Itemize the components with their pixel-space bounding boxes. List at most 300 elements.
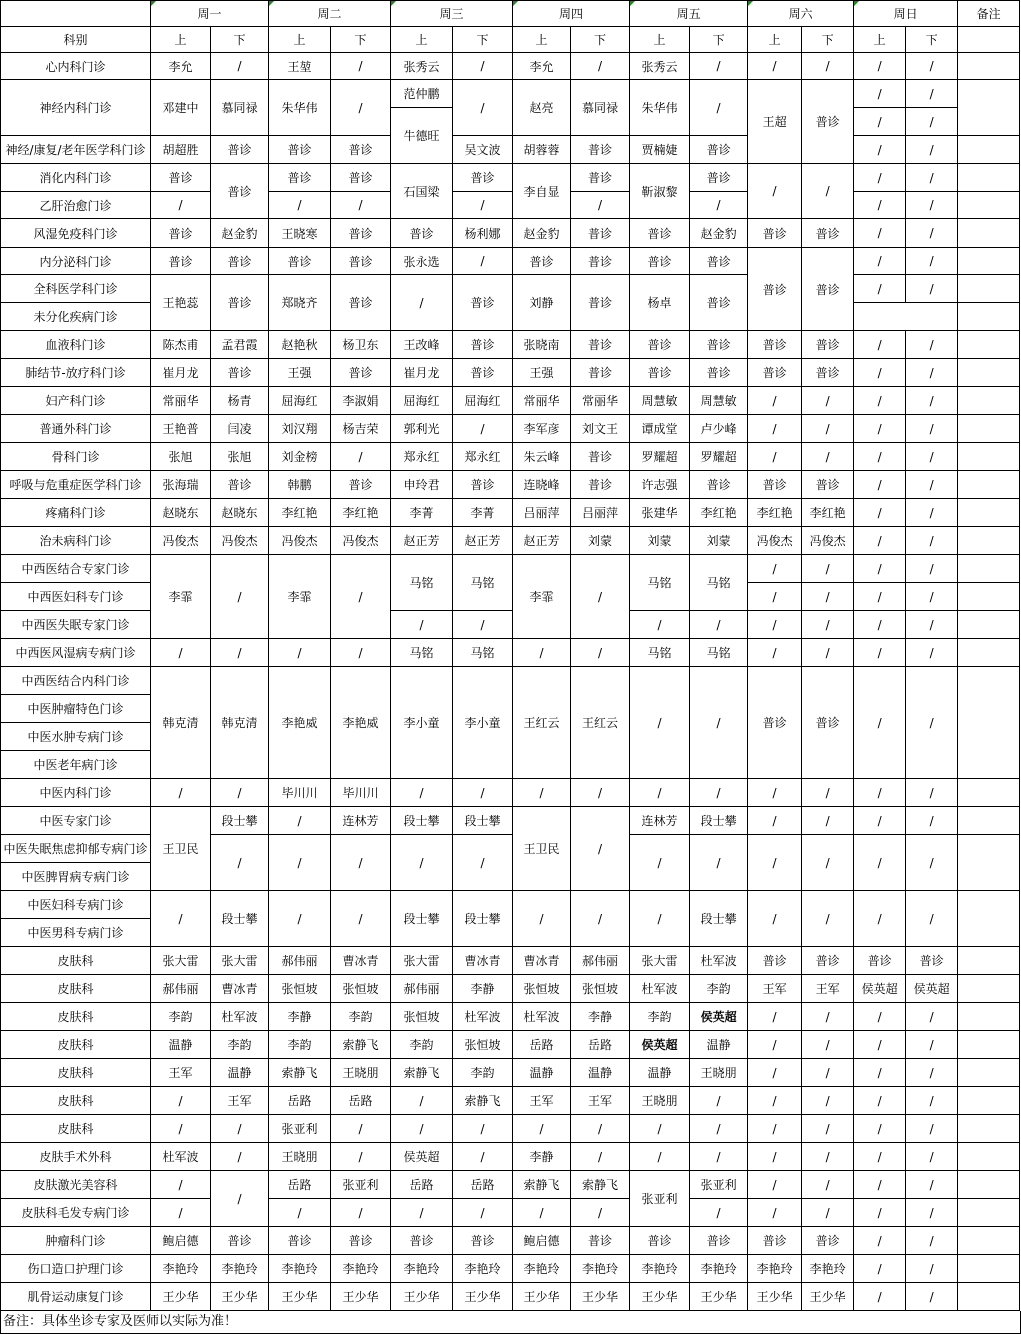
- schedule-cell: 马铭: [453, 639, 513, 667]
- schedule-cell: 李艳玲: [802, 1255, 854, 1283]
- corner-cell: [1, 1, 151, 27]
- schedule-cell: 张亚利: [269, 1115, 331, 1143]
- schedule-cell: /: [690, 1143, 748, 1171]
- schedule-row: [1, 136, 1020, 164]
- schedule-cell: /: [854, 891, 906, 947]
- schedule-cell: /: [906, 1227, 958, 1255]
- schedule-cell: /: [391, 611, 453, 639]
- schedule-row: [1, 1227, 1020, 1255]
- schedule-row: [1, 555, 1020, 583]
- schedule-cell: [958, 1255, 1020, 1283]
- schedule-cell: 中医水肿专病门诊: [1, 723, 151, 751]
- schedule-cell: 李静: [571, 1003, 630, 1031]
- pm-header: 下: [802, 27, 854, 53]
- schedule-cell: /: [854, 1255, 906, 1283]
- schedule-cell: /: [513, 779, 571, 807]
- schedule-cell: 马铭: [630, 639, 690, 667]
- schedule-cell: /: [854, 1087, 906, 1115]
- schedule-cell: /: [906, 527, 958, 555]
- schedule-cell: 王少华: [151, 1283, 211, 1311]
- schedule-cell: /: [748, 555, 802, 583]
- schedule-cell: 卢少峰: [690, 415, 748, 443]
- department-cell: 疼痛科门诊: [1, 499, 151, 527]
- schedule-cell: [958, 975, 1020, 1003]
- schedule-cell: [958, 219, 1020, 248]
- footer-note: 备注：具体坐诊专家及医师以实际为准！: [0, 1311, 1021, 1334]
- schedule-cell: 李艳威: [269, 667, 331, 779]
- am-header: 上: [269, 27, 331, 53]
- schedule-cell: /: [151, 639, 211, 667]
- schedule-cell: 普诊: [571, 164, 630, 192]
- schedule-cell: 连林芳: [630, 807, 690, 835]
- schedule-cell: 李小童: [391, 667, 453, 779]
- schedule-cell: 刘蒙: [571, 527, 630, 555]
- schedule-cell: /: [630, 835, 690, 891]
- schedule-row: [1, 164, 1020, 192]
- schedule-cell: 段士攀: [690, 807, 748, 835]
- schedule-cell: [958, 1115, 1020, 1143]
- schedule-cell: 杨卓: [630, 275, 690, 331]
- schedule-cell: /: [331, 80, 391, 136]
- pm-header: 下: [211, 27, 269, 53]
- schedule-cell: /: [748, 1087, 802, 1115]
- schedule-cell: /: [269, 891, 331, 947]
- schedule-cell: 普诊: [571, 359, 630, 387]
- schedule-cell: [958, 387, 1020, 415]
- schedule-cell: [958, 331, 1020, 359]
- schedule-cell: 张建华: [630, 499, 690, 527]
- department-cell: 中西医失眠专家门诊: [1, 611, 151, 639]
- schedule-cell: 王红云: [571, 667, 630, 779]
- department-cell: 妇产科门诊: [1, 387, 151, 415]
- schedule-cell: /: [571, 192, 630, 219]
- schedule-cell: 普诊: [331, 1227, 391, 1255]
- department-cell: 乙肝治愈门诊: [1, 192, 151, 219]
- schedule-cell: 曹冰青: [453, 947, 513, 975]
- remark-header: 备注: [958, 1, 1020, 27]
- schedule-cell: 普诊: [571, 471, 630, 499]
- schedule-cell: /: [748, 1143, 802, 1171]
- schedule-cell: 李艳玲: [269, 1255, 331, 1283]
- schedule-cell: /: [906, 1059, 958, 1087]
- schedule-cell: 李艳玲: [513, 1255, 571, 1283]
- schedule-cell: /: [151, 1115, 211, 1143]
- schedule-cell: 杨青: [211, 387, 269, 415]
- schedule-cell: /: [802, 1115, 854, 1143]
- schedule-cell: /: [748, 443, 802, 471]
- schedule-cell: 普诊: [269, 1227, 331, 1255]
- schedule-cell: /: [630, 891, 690, 947]
- schedule-cell: 郝伟丽: [391, 975, 453, 1003]
- schedule-cell: 普诊: [854, 947, 906, 975]
- schedule-cell: 王少华: [690, 1283, 748, 1311]
- schedule-cell: [958, 499, 1020, 527]
- schedule-row: [1, 1059, 1020, 1087]
- schedule-cell: /: [453, 835, 513, 891]
- schedule-cell: /: [854, 1199, 906, 1227]
- schedule-cell: 杨吉荣: [331, 415, 391, 443]
- schedule-cell: 刘文王: [571, 415, 630, 443]
- schedule-cell: /: [906, 1283, 958, 1311]
- schedule-cell: 张亚利: [331, 1171, 391, 1199]
- schedule-cell: /: [571, 53, 630, 80]
- schedule-cell: /: [854, 331, 906, 359]
- schedule-cell: /: [748, 583, 802, 611]
- schedule-cell: /: [906, 1255, 958, 1283]
- department-cell: 中西医妇科专门诊: [1, 583, 151, 611]
- schedule-cell: 刘汉翔: [269, 415, 331, 443]
- schedule-cell: 侯英超: [906, 975, 958, 1003]
- schedule-cell: 王红云: [513, 667, 571, 779]
- dept-header: 科别: [1, 27, 151, 53]
- schedule-cell: 张恒坡: [453, 1031, 513, 1059]
- schedule-cell: /: [391, 1199, 453, 1227]
- schedule-row: [1, 359, 1020, 387]
- schedule-cell: /: [906, 275, 958, 303]
- schedule-row: [1, 499, 1020, 527]
- schedule-cell: 王军: [151, 1059, 211, 1087]
- schedule-cell: 张亚利: [630, 1171, 690, 1227]
- schedule-cell: 普诊: [802, 248, 854, 331]
- schedule-cell: 普诊: [802, 1227, 854, 1255]
- schedule-cell: /: [331, 53, 391, 80]
- schedule-cell: [958, 807, 1020, 835]
- schedule-cell: 未分化疾病门诊: [1, 303, 151, 331]
- schedule-cell: /: [211, 1143, 269, 1171]
- schedule-cell: 李韵: [391, 1031, 453, 1059]
- schedule-cell: /: [748, 415, 802, 443]
- schedule-cell: [958, 611, 1020, 639]
- schedule-cell: /: [748, 1199, 802, 1227]
- schedule-cell: 许志强: [630, 471, 690, 499]
- schedule-cell: /: [854, 1115, 906, 1143]
- schedule-cell: /: [906, 415, 958, 443]
- schedule-cell: [958, 1227, 1020, 1255]
- department-cell: 消化内科门诊: [1, 164, 151, 192]
- schedule-cell: [958, 53, 1020, 80]
- schedule-cell: /: [802, 555, 854, 583]
- schedule-cell: /: [802, 1199, 854, 1227]
- schedule-cell: 郭利光: [391, 415, 453, 443]
- schedule-cell: /: [391, 779, 453, 807]
- schedule-row: [1, 947, 1020, 975]
- schedule-cell: 普诊: [630, 248, 690, 275]
- schedule-cell: 郝伟丽: [571, 947, 630, 975]
- schedule-cell: 张恒坡: [391, 1003, 453, 1031]
- schedule-cell: 普诊: [571, 1227, 630, 1255]
- schedule-cell: 普诊: [211, 1227, 269, 1255]
- schedule-cell: /: [571, 807, 630, 891]
- schedule-cell: 罗耀超: [690, 443, 748, 471]
- schedule-cell: /: [453, 248, 513, 275]
- schedule-cell: /: [453, 1143, 513, 1171]
- schedule-cell: 普诊: [690, 248, 748, 275]
- department-cell: 中医妇科专病门诊: [1, 891, 151, 919]
- schedule-cell: 鲍启德: [151, 1227, 211, 1255]
- schedule-cell: 中医脾胃病专病门诊: [1, 863, 151, 891]
- schedule-row: [1, 1143, 1020, 1171]
- schedule-cell: 索静飞: [453, 1087, 513, 1115]
- schedule-cell: /: [906, 639, 958, 667]
- schedule-cell: 普诊: [690, 275, 748, 331]
- schedule-cell: 普诊: [690, 164, 748, 192]
- schedule-cell: /: [269, 639, 331, 667]
- schedule-cell: 普诊: [690, 136, 748, 164]
- schedule-cell: 李静: [453, 975, 513, 1003]
- schedule-cell: /: [453, 53, 513, 80]
- schedule-cell: /: [802, 779, 854, 807]
- schedule-cell: 冯俊杰: [331, 527, 391, 555]
- department-cell: 皮肤手术外科: [1, 1143, 151, 1171]
- schedule-cell: 马铭: [391, 555, 453, 611]
- schedule-cell: /: [854, 835, 906, 891]
- schedule-cell: 普诊: [630, 219, 690, 248]
- schedule-cell: /: [690, 611, 748, 639]
- schedule-cell: /: [748, 164, 802, 219]
- schedule-cell: /: [906, 443, 958, 471]
- schedule-cell: /: [854, 555, 906, 583]
- schedule-cell: /: [906, 807, 958, 835]
- schedule-cell: 张旭: [151, 443, 211, 471]
- schedule-cell: [958, 1031, 1020, 1059]
- schedule-cell: 韩克清: [151, 667, 211, 779]
- schedule-cell: 中医肿瘤特色门诊: [1, 695, 151, 723]
- schedule-cell: 王卫民: [151, 807, 211, 891]
- schedule-cell: 杜军波: [151, 1143, 211, 1171]
- schedule-cell: 岳路: [453, 1171, 513, 1199]
- department-cell: 伤口造口护理门诊: [1, 1255, 151, 1283]
- schedule-cell: /: [802, 891, 854, 947]
- schedule-cell: /: [630, 1143, 690, 1171]
- schedule-cell: 普诊: [453, 1227, 513, 1255]
- schedule-cell: 张大雷: [630, 947, 690, 975]
- department-cell: 肺结节-放疗科门诊: [1, 359, 151, 387]
- schedule-cell: /: [630, 779, 690, 807]
- schedule-cell: 李允: [151, 53, 211, 80]
- schedule-cell: /: [748, 779, 802, 807]
- department-cell: 皮肤科: [1, 975, 151, 1003]
- schedule-cell: /: [906, 471, 958, 499]
- schedule-cell: 杜军波: [630, 975, 690, 1003]
- schedule-cell: [958, 1199, 1020, 1227]
- schedule-cell: /: [906, 835, 958, 891]
- schedule-cell: 中医男科专病门诊: [1, 919, 151, 947]
- department-cell: 皮肤科: [1, 1003, 151, 1031]
- schedule-cell: /: [690, 779, 748, 807]
- schedule-cell: 普诊: [571, 219, 630, 248]
- schedule-cell: 李红艳: [331, 499, 391, 527]
- schedule-cell: 常丽华: [513, 387, 571, 415]
- schedule-cell: /: [906, 611, 958, 639]
- schedule-row: [1, 415, 1020, 443]
- schedule-cell: /: [802, 1171, 854, 1199]
- schedule-cell: 邓建中: [151, 80, 211, 136]
- schedule-cell: 李韵: [453, 1059, 513, 1087]
- schedule-cell: /: [906, 192, 958, 219]
- schedule-cell: [958, 1087, 1020, 1115]
- department-cell: 皮肤科: [1, 1031, 151, 1059]
- schedule-cell: 王少华: [453, 1283, 513, 1311]
- schedule-cell: /: [854, 164, 906, 192]
- schedule-cell: 普诊: [453, 164, 513, 192]
- department-cell: 中西医风湿病专病门诊: [1, 639, 151, 667]
- schedule-cell: 张秀云: [630, 53, 690, 80]
- schedule-row: [1, 1199, 1020, 1227]
- schedule-cell: /: [211, 1115, 269, 1143]
- schedule-cell: /: [906, 136, 958, 164]
- schedule-cell: [958, 275, 1020, 303]
- schedule-cell: 段士攀: [391, 807, 453, 835]
- schedule-cell: 张晓南: [513, 331, 571, 359]
- schedule-cell: 李霏: [513, 555, 571, 639]
- schedule-cell: 普诊: [331, 248, 391, 275]
- schedule-cell: 冯俊杰: [211, 527, 269, 555]
- schedule-cell: /: [748, 891, 802, 947]
- schedule-cell: [958, 779, 1020, 807]
- schedule-cell: 孟君霞: [211, 331, 269, 359]
- department-cell: 中医失眠焦虑抑郁专病门诊: [1, 835, 151, 863]
- schedule-cell: /: [453, 779, 513, 807]
- schedule-cell: 温静: [630, 1059, 690, 1087]
- schedule-cell: 李韵: [211, 1031, 269, 1059]
- schedule-cell: 贾楠婕: [630, 136, 690, 164]
- schedule-row: [1, 975, 1020, 1003]
- schedule-cell: 普诊: [630, 359, 690, 387]
- schedule-cell: /: [906, 359, 958, 387]
- schedule-cell: 刘蒙: [690, 527, 748, 555]
- schedule-cell: 罗耀超: [630, 443, 690, 471]
- schedule-cell: 张秀云: [391, 53, 453, 80]
- schedule-cell: 李艳玲: [690, 1255, 748, 1283]
- schedule-cell: 普诊: [571, 248, 630, 275]
- day-header-fri: 周五: [630, 1, 748, 27]
- am-header: 上: [151, 27, 211, 53]
- schedule-cell: /: [802, 1003, 854, 1031]
- schedule-row: [1, 275, 1020, 303]
- schedule-cell: 李艳威: [331, 667, 391, 779]
- schedule-cell: 索静飞: [391, 1059, 453, 1087]
- schedule-cell: 温静: [513, 1059, 571, 1087]
- schedule-cell: /: [802, 835, 854, 891]
- schedule-cell: /: [854, 1059, 906, 1087]
- schedule-cell: /: [331, 1143, 391, 1171]
- schedule-cell: 李艳玲: [630, 1255, 690, 1283]
- schedule-cell: 慕同禄: [211, 80, 269, 136]
- schedule-cell: /: [906, 1087, 958, 1115]
- schedule-cell: 常丽华: [151, 387, 211, 415]
- schedule-cell: 吕丽萍: [571, 499, 630, 527]
- schedule-cell: /: [906, 53, 958, 80]
- schedule-cell: 李韵: [331, 1003, 391, 1031]
- schedule-cell: /: [802, 807, 854, 835]
- schedule-cell: 范仲鹏: [391, 80, 453, 108]
- schedule-cell: /: [513, 639, 571, 667]
- schedule-cell: 温静: [151, 1031, 211, 1059]
- schedule-cell: 普诊: [331, 164, 391, 192]
- schedule-cell: 崔月龙: [151, 359, 211, 387]
- department-cell: 肿瘤科门诊: [1, 1227, 151, 1255]
- department-cell: 血液科门诊: [1, 331, 151, 359]
- schedule-cell: 王军: [802, 975, 854, 1003]
- schedule-cell: 普诊: [748, 248, 802, 331]
- schedule-cell: /: [391, 1115, 453, 1143]
- schedule-cell: [958, 1143, 1020, 1171]
- schedule-cell: 普诊: [690, 331, 748, 359]
- schedule-row: [1, 192, 1020, 219]
- schedule-cell: 冯俊杰: [269, 527, 331, 555]
- schedule-row: [1, 807, 1020, 835]
- schedule-cell: /: [331, 192, 391, 219]
- schedule-row: [1, 53, 1020, 80]
- schedule-cell: /: [391, 275, 453, 331]
- schedule-cell: [958, 1171, 1020, 1199]
- schedule-cell: [854, 303, 958, 331]
- schedule-cell: /: [453, 1115, 513, 1143]
- schedule-cell: /: [151, 192, 211, 219]
- schedule-cell: 王改峰: [391, 331, 453, 359]
- schedule-cell: /: [331, 1199, 391, 1227]
- schedule-cell: /: [571, 1199, 630, 1227]
- schedule-cell: /: [906, 1171, 958, 1199]
- schedule-cell: 毕川川: [331, 779, 391, 807]
- schedule-cell: 普诊: [748, 219, 802, 248]
- am-header: 上: [391, 27, 453, 53]
- schedule-cell: 杜军波: [453, 1003, 513, 1031]
- schedule-cell: /: [211, 639, 269, 667]
- schedule-cell: 马铭: [453, 555, 513, 611]
- schedule-cell: [958, 164, 1020, 192]
- schedule-cell: /: [906, 1003, 958, 1031]
- department-cell: 中西医结合内科门诊: [1, 667, 151, 695]
- schedule-cell: 普诊: [748, 331, 802, 359]
- schedule-cell: /: [748, 1171, 802, 1199]
- schedule-cell: 普诊: [331, 359, 391, 387]
- schedule-cell: /: [854, 527, 906, 555]
- schedule-cell: 张恒坡: [513, 975, 571, 1003]
- schedule-cell: 李艳玲: [748, 1255, 802, 1283]
- schedule-cell: /: [748, 1003, 802, 1031]
- department-cell: 皮肤科: [1, 1059, 151, 1087]
- schedule-cell: 王军: [571, 1087, 630, 1115]
- schedule-cell: 王少华: [802, 1283, 854, 1311]
- schedule-cell: 李艳玲: [151, 1255, 211, 1283]
- schedule-cell: 慕同禄: [571, 80, 630, 136]
- schedule-cell: 王军: [748, 975, 802, 1003]
- schedule-cell: 李韵: [269, 1031, 331, 1059]
- schedule-cell: 普诊: [571, 443, 630, 471]
- schedule-cell: 赵正芳: [513, 527, 571, 555]
- schedule-cell: /: [906, 331, 958, 359]
- schedule-cell: 普诊: [748, 947, 802, 975]
- am-header: 上: [854, 27, 906, 53]
- schedule-cell: [958, 1003, 1020, 1031]
- schedule-cell: 赵金豹: [513, 219, 571, 248]
- schedule-cell: /: [854, 387, 906, 415]
- schedule-cell: /: [854, 359, 906, 387]
- day-header-sun: 周日: [854, 1, 958, 27]
- session-header-row: [1, 27, 1020, 53]
- schedule-cell: 侯英超: [630, 1031, 690, 1059]
- schedule-cell: [958, 555, 1020, 583]
- schedule-cell: /: [453, 611, 513, 639]
- schedule-cell: /: [854, 1031, 906, 1059]
- schedule-cell: /: [748, 53, 802, 80]
- schedule-cell: 普诊: [630, 331, 690, 359]
- schedule-cell: /: [331, 555, 391, 639]
- schedule-cell: /: [854, 667, 906, 779]
- schedule-row: [1, 219, 1020, 248]
- schedule-cell: 普诊: [331, 471, 391, 499]
